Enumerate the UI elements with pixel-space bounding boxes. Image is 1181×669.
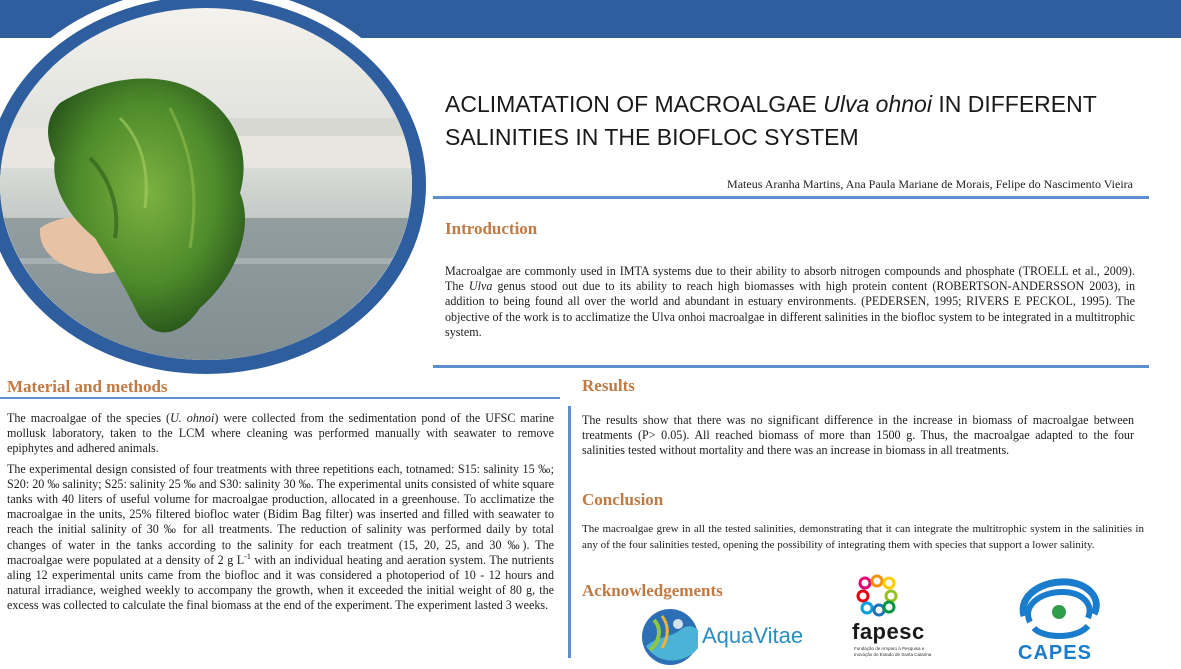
methods-text	[7, 411, 554, 614]
methods-rule	[0, 397, 560, 399]
fapesc-logo	[852, 574, 942, 669]
aquavitae-globe-icon	[640, 608, 700, 666]
fapesc-mark-icon	[855, 574, 905, 618]
macroalgae-photo	[0, 8, 412, 360]
author-list: Mateus Aranha Martins, Ana Paula Mariane de Morais, Felipe do Nascimento Vieira	[727, 177, 1133, 191]
methods-paragraph-1: The macroalgae of the species (U. ohnoi) were collected from the sedimentation pond of the UFSC marine mollusk laboratory, taken to the LCM where cleaning was performed manually with seawater to remove epiphytes and adhered animals.	[7, 411, 554, 456]
conclusion-heading: Conclusion	[582, 490, 664, 509]
aquavitae-wordmark: AquaVitae	[702, 623, 804, 648]
capes-mark-icon	[1012, 576, 1108, 642]
methods-paragraph-2: The experimental design consisted of four treatments with three repetitions each, totnamed: S15: salinity 15 ‰; S20: 20 ‰ salinity; S25: salinity 25 ‰ and S30: salinity 30 ‰. The experimental units consisted of white square tanks with 40 liters of useful volume for macroalgae production, allocated in a greenhouse. To acclimatize the macroalgae in the units, 25% filtered biofloc water (Bidim Bag filter) was inserted and filled with seawater to reach the initial salinity of 30 ‰ for all treatments. The reduction of salinity was performed daily by total changes of water in the tanks according to the salinity for each treatment (15, 20, 25, and 30 ‰). The macroalgae were populated at a density of 2 g $L^{-1}$ with an individual heating and aeration system. The nutrients aling 12 experimental units came from the biofloc and it was considered a photoperiod of 10 - 12 hours and natural irradiance, weighed weekly to accompany the growth, when it exceeded the initial weight of 80 g, the excess was collected to calculate the final biomass at the end of the experiment. The experiment lasted 3 weeks.	[7, 461, 554, 613]
capes-logo	[1012, 576, 1108, 666]
results-heading: Results	[582, 376, 635, 395]
methods-heading: Material and methods	[7, 377, 168, 396]
conclusion-text: The macroalgae grew in all the tested salinities, demonstrating that it can integrate the multitrophic system in the salinities in any of the four salinities tested, opening the possibility of integrating them with species that support a lower salinity.	[582, 523, 1144, 551]
results-text: The results show that there was no significant difference in the increase in biomass of macroalgae between treatments (P> 0.05). All reached biomass of more than 1500 g. Thus, the macroalgae adapted to the four salinities tested without mortality and there was an increase in biomass in all treatments.	[582, 413, 1134, 458]
intro-bottom-rule	[433, 365, 1149, 368]
introduction-heading: Introduction	[445, 219, 538, 238]
results-side-bar	[568, 406, 571, 658]
aquavitae-logo	[640, 608, 810, 666]
fapesc-wordmark: fapesc	[852, 619, 925, 644]
acknowledgements-heading: Acknowledgements	[582, 581, 723, 600]
fapesc-tagline: Fundação de Amparo à Pesquisa e Inovação do Estado de Santa Catarina	[854, 646, 932, 657]
introduction-text: Macroalgae are commonly used in IMTA systems due to their ability to absorb nitrogen compounds and phosphate (TROELL et al., 2009). The Ulva genus stood out due to its ability to reach high biomasses with high protein content (ROBERTSON-ANDERSSON 2003), in addition to being found all over the world and abundant in estuary environments. (PEDERSEN, 1995; RIVERS E PECKOL, 1995). The objective of the work is to acclimatize the Ulva onhoi macroalgae in different salinities in the biofloc system to be integrated in a multitrophic system.	[445, 264, 1135, 339]
capes-wordmark: CAPES	[1018, 642, 1092, 664]
poster-title: ACLIMATATION OF MACROALGAE Ulva ohnoi IN DIFFERENT SALINITIES IN THE BIOFLOC SYSTEM	[445, 91, 1097, 150]
intro-top-rule	[433, 196, 1149, 199]
